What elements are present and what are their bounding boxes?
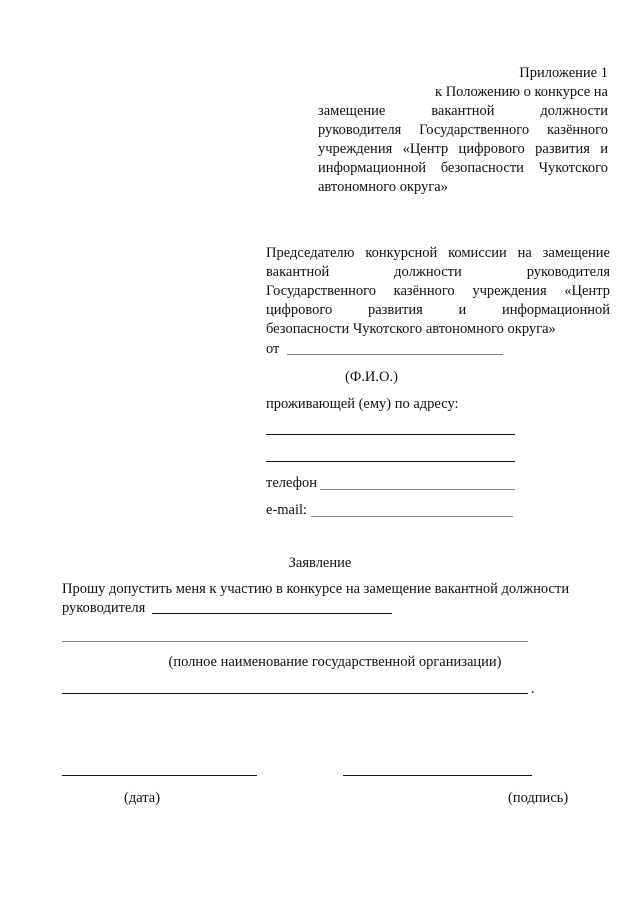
appendix-line-5: информационной безопасности Чукотского (318, 160, 608, 176)
addressee-block (266, 244, 610, 339)
fio-field-line[interactable] (287, 354, 503, 355)
fio-caption: (Ф.И.О.) (345, 369, 398, 385)
appendix-line-4: учреждения «Центр цифрового развития и (318, 141, 608, 157)
signature-caption: (подпись) (508, 790, 569, 806)
statement-heading: Заявление (288, 555, 352, 571)
date-field-line[interactable] (62, 775, 257, 776)
appendix-line-2: замещение вакантной должности (318, 103, 608, 119)
appendix-body (318, 102, 608, 197)
address-field-line-2[interactable] (266, 461, 515, 462)
organization-field-line-2[interactable] (62, 693, 528, 694)
statement-line-1: Прошу допустить меня к участию в конкурсе на замещение вакантной должности (62, 581, 570, 597)
email-field-line[interactable] (311, 516, 513, 517)
addressee-line-4: цифрового развития и информационной (266, 302, 610, 318)
from-label: от (266, 341, 280, 357)
appendix-line-1: к Положению о конкурсе на (435, 84, 608, 100)
appendix-line-3: руководителя Государственного казённого (318, 122, 608, 138)
statement-line-2: руководителя (62, 600, 146, 616)
organization-caption: (полное наименование государственной организации) (168, 654, 502, 670)
organization-field-line-1[interactable] (62, 641, 528, 642)
appendix-title: Приложение 1 (519, 65, 608, 81)
phone-field-line[interactable] (320, 489, 515, 490)
addressee-line-2: вакантной должности руководителя (266, 264, 610, 280)
phone-label: телефон (266, 475, 318, 491)
address-label: проживающей (ему) по адресу: (266, 396, 459, 412)
addressee-line-3: Государственного казённого учреждения «Центр (266, 283, 610, 299)
date-caption: (дата) (124, 790, 161, 806)
appendix-line-6: автономного округа» (318, 179, 448, 195)
position-field-line[interactable] (152, 613, 392, 614)
addressee-line-1: Председателю конкурсной комиссии на замещение (266, 245, 610, 261)
address-field-line-1[interactable] (266, 434, 515, 435)
addressee-line-5: безопасности Чукотского автономного округа» (266, 321, 556, 337)
email-label: e-mail: (266, 502, 308, 518)
organization-period: . (531, 681, 535, 697)
signature-field-line[interactable] (343, 775, 532, 776)
